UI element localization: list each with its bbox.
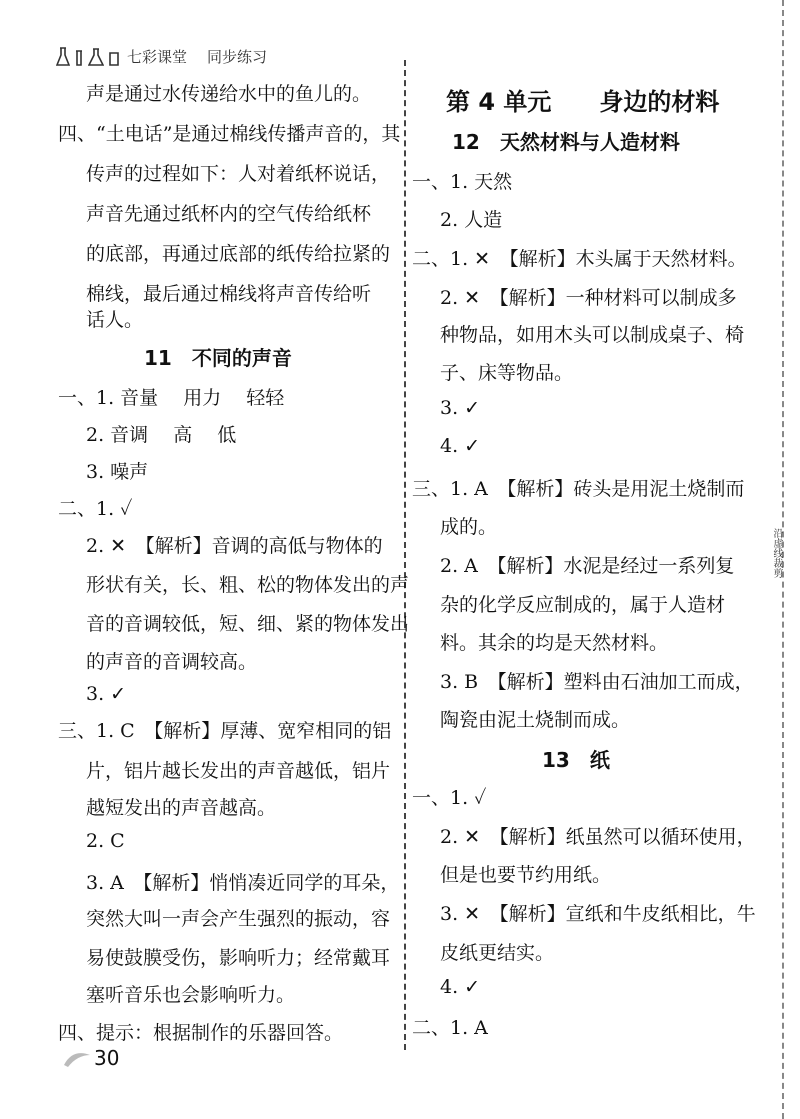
text-line: 越短发出的声音越高。 — [86, 797, 277, 819]
book-name: 同步练习 — [207, 47, 268, 66]
unit-heading: 第 4 单元 身边的材料 — [446, 88, 720, 116]
text-line: 2. A 【解析】水泥是经过一系列复 — [440, 555, 735, 577]
text-line: 皮纸更结实。 — [440, 942, 555, 964]
text-line: 陶瓷由泥土烧制而成。 — [440, 709, 631, 731]
page-header — [56, 44, 267, 68]
text-line: 3. ✓ — [86, 683, 127, 705]
page-swoosh-icon — [62, 1047, 92, 1069]
text-line: 成的。 — [440, 516, 498, 538]
text-line: 3. A 【解析】悄悄凑近同学的耳朵， — [86, 872, 400, 894]
text-line: 2. 音调 高 低 — [86, 424, 237, 446]
text-line: 一、1. 音量 用力 轻轻 — [58, 387, 285, 409]
text-line: 2. 人造 — [440, 209, 503, 231]
text-line: 3. ✕ 【解析】宣纸和牛皮纸相比，牛 — [440, 903, 756, 925]
text-line: 二、1. A — [412, 1017, 488, 1039]
cut-instruction: 沿虚线裁剪 — [771, 528, 782, 578]
text-line: 二、1. ✓ — [58, 498, 133, 520]
page-number — [62, 1046, 119, 1070]
lesson-heading: 13 纸 — [542, 748, 610, 772]
lesson-heading: 12 天然材料与人造材料 — [452, 130, 680, 154]
text-line: 子、床等物品。 — [440, 362, 574, 384]
text-line: 四、提示：根据制作的乐器回答。 — [58, 1022, 344, 1044]
text-line: 3. B 【解析】塑料由石油加工而成， — [440, 671, 754, 693]
text-line: 种物品，如用木头可以制成桌子、椅 — [440, 324, 745, 346]
lesson-heading: 11 不同的声音 — [144, 346, 292, 370]
text-line: 2. ✕ 【解析】一种材料可以制成多 — [440, 287, 737, 309]
text-line: 四、“土电话”是通过棉线传播声音的，其 — [58, 123, 401, 145]
cut-line — [782, 0, 784, 1119]
text-line: 易使鼓膜受伤，影响听力；经常戴耳 — [86, 947, 391, 969]
text-line: 3. 噪声 — [86, 461, 149, 483]
text-line: 突然大叫一声会产生强烈的振动，容 — [86, 908, 391, 930]
text-line: 的声音的音调较高。 — [86, 651, 258, 673]
text-line: 杂的化学反应制成的，属于人造材 — [440, 594, 726, 616]
text-line: 4. ✓ — [440, 435, 481, 457]
text-line: 声音先通过纸杯内的空气传给纸杯 — [86, 203, 372, 225]
text-line: 三、1. C 【解析】厚薄、宽窄相同的铝 — [58, 720, 392, 742]
text-line: 传声的过程如下：人对着纸杯说话， — [86, 163, 391, 185]
text-line: 棉线，最后通过棉线将声音传给听 — [86, 283, 372, 305]
column-divider — [404, 60, 406, 1050]
series-name: 七彩课堂 — [127, 47, 188, 66]
text-line: 声是通过水传递给水中的鱼儿的。 — [86, 83, 372, 105]
text-line: 片，铝片越长发出的声音越低，铝片 — [86, 760, 391, 782]
text-line: 二、1. ✕ 【解析】木头属于天然材料。 — [412, 248, 747, 270]
text-line: 形状有关，长、粗、松的物体发出的声 — [86, 574, 410, 596]
text-line: 一、1. 天然 — [412, 171, 513, 193]
text-line: 料。其余的均是天然材料。 — [440, 632, 669, 654]
text-line: 塞听音乐也会影响听力。 — [86, 984, 296, 1006]
text-line: 的底部，再通过底部的纸传给拉紧的 — [86, 243, 391, 265]
text-line: 话人。 — [86, 309, 144, 331]
text-line: 2. ✕ 【解析】纸虽然可以循环使用， — [440, 826, 756, 848]
text-line: 2. C — [86, 830, 125, 852]
text-line: 但是也要节约用纸。 — [440, 864, 612, 886]
page-number-text: 30 — [94, 1046, 120, 1070]
text-line: 4. ✓ — [440, 976, 481, 998]
text-line: 3. ✓ — [440, 397, 481, 419]
text-line: 2. ✕ 【解析】音调的高低与物体的 — [86, 535, 383, 557]
flask-logo-icon — [56, 45, 121, 67]
text-line: 一、1. ✓ — [412, 787, 487, 809]
text-line: 三、1. A 【解析】砖头是用泥土烧制而 — [412, 478, 745, 500]
text-line: 音的音调较低，短、细、紧的物体发出 — [86, 613, 410, 635]
